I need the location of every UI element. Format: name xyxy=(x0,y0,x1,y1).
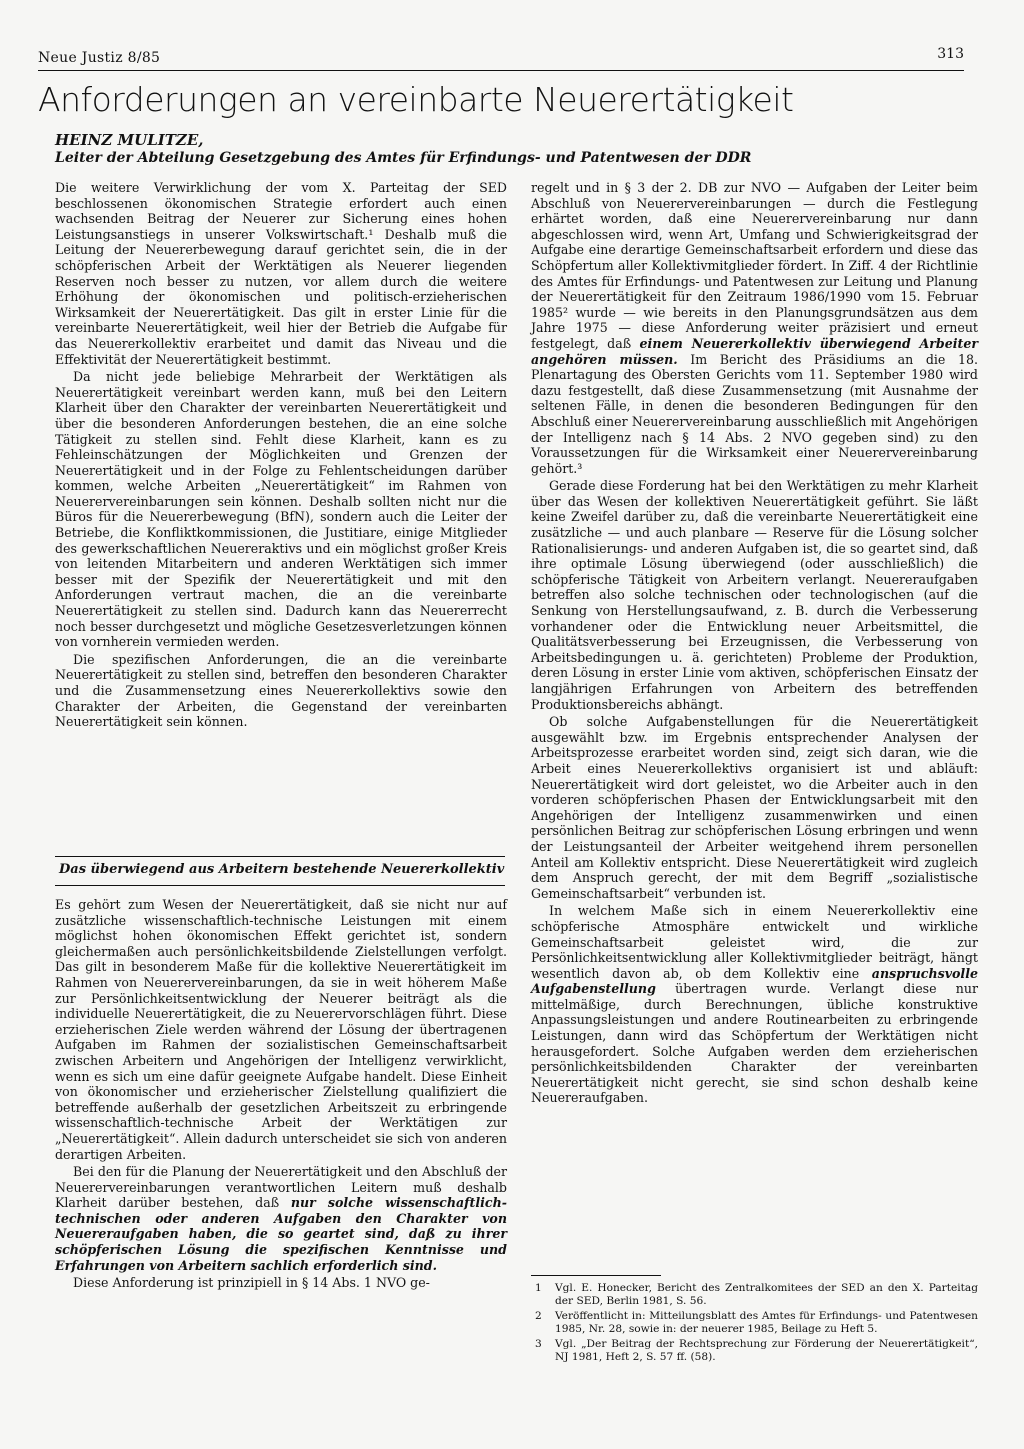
section-heading: Das überwiegend aus Arbeitern bestehende Neuererkollektiv xyxy=(59,862,505,877)
paragraph: Gerade diese Forderung hat bei den Werktätigen zu mehr Klarheit über das Wesen der kollektiven Neuerertätigkeit geführt. Sie läßt keine Zweifel darüber zu, daß die vereinbarte Neuerertätigkeit eine zusätzliche — und auch planbare — Reserve für die Lösung solcher Rationalisierungs- und anderen Aufgaben ist, die so geartet sind, daß ihre optimale Lösung überwiegend (oder ausschließlich) die schöpferische Tätigkeit von Arbeitern verlangt. Neuereraufgaben betreffen also solche technischen oder technologischen (auf die Senkung von Herstellungsaufwand, z. B. durch die Verbesserung vorhandener oder die Entwicklung neuer Arbeitsmittel, die Qualitätsverbesserung bei Erzeugnissen, die Verbesserung von Arbeitsbedingungen u. ä. gerichteten) Probleme der Produktion, deren Lösung in erster Linie vom aktiven, schöpferischen Einsatz der langjährigen Erfahrungen von Arbeitern des betreffenden Produktionsbereichs abhängt. xyxy=(531,478,978,712)
paragraph: Die weitere Verwirklichung der vom X. Parteitag der SED beschlossenen ökonomischen Strategie erfordert auch einen wachsenden Beitrag der Neuerer zur Sicherung eines hohen Leistungsanstiegs in unserer Volkswirtschaft.¹ Deshalb muß die Leitung der Neuererbewegung darauf gerichtet sein, die in der schöpferischen Arbeit der Werktätigen als Neuerer liegenden Reserven noch besser zu nutzen, vor allem durch die weitere Erhöhung der ökonomischen und politisch-erzieherischen Wirksamkeit der Neuerertätigkeit. Das gilt in erster Linie für die vereinbarte Neuerertätigkeit, weil hier der Betrieb die Aufgabe für das Neuererkollektiv erarbeitet und damit das Niveau und die Effektivität der Neuerertätigkeit bestimmt. xyxy=(55,180,507,367)
text-run: Bei den für die Planung der Neuerertätigkeit und den Abschluß der Neuerervereinbarungen verantwortlichen Leitern muß deshalb Klarheit darüber bestehen, daß xyxy=(55,1164,507,1211)
footnote xyxy=(531,1310,978,1336)
footnote xyxy=(531,1338,978,1364)
footnote-text: Vgl. „Der Beitrag der Rechtsprechung zur Förderung der Neuerertätigkeit“, NJ 1981, Heft 2, S. 57 ff. (58). xyxy=(555,1338,978,1363)
text-run: übertragen wurde. Verlangt diese nur mittelmäßige, durch Berechnungen, übliche konstruktive Anpassungsleistungen und andere Routinearbeiten zu erbringende Leistungen, dann wird das Schöpfertum der Werktätigen nicht herausgefordert. Solche Aufgaben werden dem erzieherischen persönlichkeitsbildenden Charakter der vereinbarten Neuerertätigkeit nicht gerecht, sie sind schon deshalb keine Neuereraufgaben. xyxy=(531,981,978,1106)
paragraph: Die spezifischen Anforderungen, die an die vereinbarte Neuerertätigkeit zu stellen sind, betreffen den besonderen Charakter und die Zusammensetzung eines Neuererkollektivs sowie den Charakter der Arbeiten, die Gegenstand der vereinbarten Neuerertätigkeit sein können. xyxy=(55,651,507,730)
text-run: regelt und in § 3 der 2. DB zur NVO — Aufgaben der Leiter beim Abschluß von Neuerervereinbarungen — durch die Festlegung erhärtet worden, daß eine Neuerervereinbarung nur dann abgeschlossen wird, wenn Art, Umfang und Schwierigkeitsgrad der Aufgabe eine derartige Gemeinschaftsarbeit erfordern und diese das Schöpfertum aller Kollektivmitglieder fördert. In Ziff. 4 der Richtlinie des Amtes für Erfindungs- und Patentwesen zur Leitung und Planung der Neuerertätigkeit für den Zeitraum 1986/1990 vom 15. Februar 1985² wurde — wie bereits in den Planungsgrundsätzen aus dem Jahre 1975 — diese Anforderung weiter präzisiert und erneut festgelegt, daß xyxy=(531,180,978,351)
paragraph: Es gehört zum Wesen der Neuerertätigkeit, daß sie nicht nur auf zusätzliche wissenschaftlich-technische Leistungen mit einem möglichst hohen ökonomischen Effekt gerichtet ist, sondern gleichermaßen auch persönlichkeitsbildende Zielstellungen verfolgt. Das gilt in besonderem Maße für die kollektive Neuerertätigkeit im Rahmen von Neuerervereinbarungen, da sie in weit höherem Maße zur Persönlichkeitsentwicklung der Neuerer beiträgt als die individuelle Neuerertätigkeit, die zu Neuerervorschlägen führt. Diese erzieherischen Ziele werden während der Lösung der übertragenen Aufgaben im Rahmen der sozialistischen Gemeinschaftsarbeit zwischen Arbeitern und Angehörigen der Intelligenz verwirklicht, wenn es sich um eine dafür geeignete Aufgabe handelt. Diese Einheit von ökonomischer und erzieherischer Zielstellung qualifiziert die betreffende außerhalb der gesetzlichen Arbeitszeit zu erbringende wissenschaftlich-technische Arbeit der Werktätigen zur „Neuerertätigkeit“. Allein dadurch unterscheidet sie sich von anderen derartigen Arbeiten. xyxy=(55,897,507,1162)
emphasis: einem Neuererkollektiv überwiegend Arbeiter angehören müssen. xyxy=(531,335,979,367)
emphasis: nur solche wissenschaftlich-technischen oder anderen Aufgaben den Charakter von Neuereraufgaben haben, die so geartet sind, daß zu ihrer schöpferischen Lösung die spezifischen Kenntnisse und Erfahrungen von Arbeitern sachlich erforderlich sind. xyxy=(55,1195,507,1273)
paragraph xyxy=(55,1164,507,1273)
footnote-number: 1 xyxy=(535,1282,542,1294)
text-run: Im Bericht des Präsidiums an die 18. Plenartagung des Obersten Gerichts vom 11. September 1980 wird dazu festgestellt, daß diese Zusammensetzung (mit Ausnahme der seltenen Fälle, in denen die besonderen Bedingungen für den Abschluß einer Neuerervereinbarung ausschließlich mit Angehörigen der Intelligenz nach § 14 Abs. 2 NVO gegeben sind) zu den Voraussetzungen für die Wirksamkeit einer Neuerervereinbarung gehört.³ xyxy=(531,351,978,476)
emphasis: anspruchsvolle Aufgabenstellung xyxy=(531,965,978,997)
section-heading-box xyxy=(55,856,505,886)
paragraph xyxy=(531,903,978,1106)
right-column xyxy=(531,180,978,1108)
paragraph xyxy=(531,180,978,476)
journal-issue: Neue Justiz 8/85 xyxy=(38,50,161,66)
footnote-text: Vgl. E. Honecker, Bericht des Zentralkomitees der SED an den X. Parteitag der SED, Berlin 1981, S. 56. xyxy=(555,1282,978,1307)
article-author: HEINZ MULITZE, xyxy=(55,131,204,149)
header-rule xyxy=(38,70,964,71)
left-column-bottom xyxy=(55,897,507,1293)
footnote-text: Veröffentlicht in: Mitteilungsblatt des Amtes für Erfindungs- und Patentwesen 1985, Nr. 28, sowie in: der neuerer 1985, Beilage zu Heft 5. xyxy=(555,1310,978,1335)
footnote-rule xyxy=(531,1275,661,1276)
footnote-number: 3 xyxy=(535,1338,542,1350)
footnote-number: 2 xyxy=(535,1310,542,1322)
paragraph: Ob solche Aufgabenstellungen für die Neuerertätigkeit ausgewählt bzw. im Ergebnis entsprechender Analysen der Arbeitsprozesse erarbeitet worden sind, zeigt sich daran, wie die Arbeit eines Neuererkollektivs organisiert ist und abläuft: Neuerertätigkeit wird dort geleistet, wo die Arbeiter auch in den vorderen schöpferischen Phasen der Entwicklungsarbeit mit den Angehörigen der Intelligenz zusammenwirken und einen persönlichen Beitrag zur schöpferischen Lösung erbringen und wenn der Leistungsanteil der Arbeiter weitgehend ihrem personellen Anteil am Kollektiv entspricht. Diese Neuerertätigkeit wird zugleich dem Anspruch gerecht, der mit dem Begriff „sozialistische Gemeinschaftsarbeit“ verbunden ist. xyxy=(531,714,978,901)
page-number: 313 xyxy=(937,46,964,62)
paragraph: Diese Anforderung ist prinzipiell in § 14 Abs. 1 NVO ge- xyxy=(73,1275,430,1291)
footnote xyxy=(531,1282,978,1308)
paragraph: Da nicht jede beliebige Mehrarbeit der Werktätigen als Neuerertätigkeit vereinbart werden kann, muß bei den Leitern Klarheit über den Charakter der vereinbarten Neuerertätigkeit und über die besonderen Anforderungen bestehen, die an eine solche Tätigkeit zu stellen sind. Fehlt diese Klarheit, kann es zu Fehleinschätzungen der Möglichkeiten und Grenzen der Neuerertätigkeit und in der Folge zu Fehlentscheidungen darüber kommen, welche Arbeiten „Neuerertätigkeit“ im Rahmen von Neuerervereinbarungen sein können. Deshalb sollten nicht nur die Büros für die Neuererbewegung (BfN), sondern auch die Leiter der Betriebe, die Konfliktkommissionen, die Justitiare, einige Mitglieder des gewerkschaftlichen Neuereraktivs und ein möglichst großer Kreis von leitenden Mitarbeitern und anderen Werktätigen sich immer besser mit der Spezifik der Neuerertätigkeit und mit den Anforderungen vertraut machen, die an die vereinbarte Neuerertätigkeit zu stellen sind. Dadurch kann das Neuererrecht noch besser durchgesetzt und mögliche Gesetzesverletzungen können von vornherein vermieden werden. xyxy=(55,369,507,650)
article-title: Anforderungen an vereinbarte Neuerertätigkeit xyxy=(38,80,794,119)
author-affiliation: Leiter der Abteilung Gesetzgebung des Amtes für Erfindungs- und Patentwesen der DDR xyxy=(55,150,752,166)
left-column-top xyxy=(55,180,507,732)
text-run: In welchem Maße sich in einem Neuererkollektiv eine schöpferische Atmosphäre entwickelt und wirkliche Gemeinschaftsarbeit geleistet wird, die zur Persönlichkeitsentwicklung aller Kollektivmitglieder beiträgt, hängt wesentlich davon ab, ob dem Kollektiv eine xyxy=(531,903,978,981)
footnotes xyxy=(531,1282,978,1366)
